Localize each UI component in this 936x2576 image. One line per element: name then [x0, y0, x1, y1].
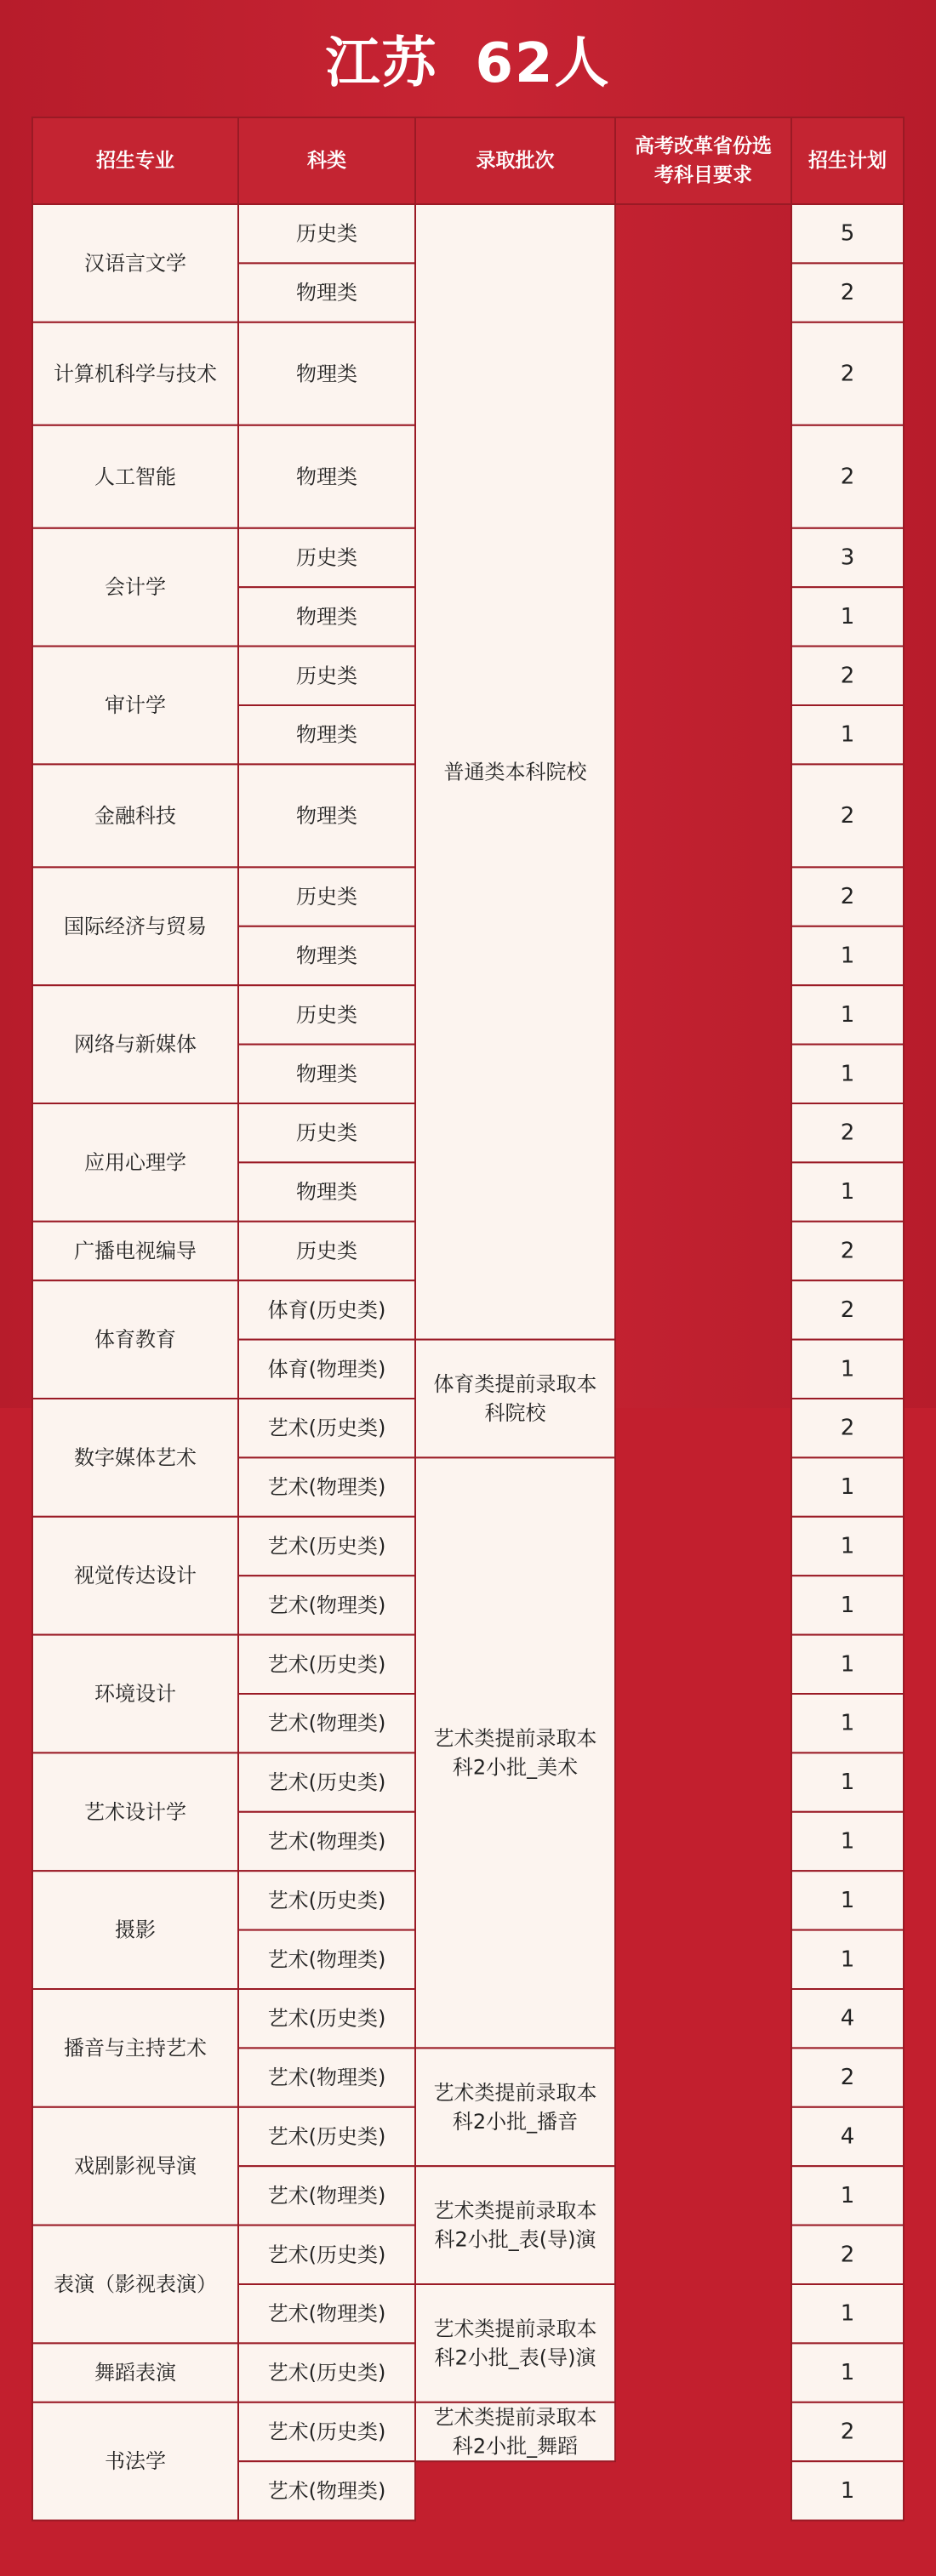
category-value: 物理类: [296, 281, 357, 305]
header-subject-req-line: 考科目要求: [654, 164, 752, 186]
category-value: 艺术(物理类): [267, 1711, 386, 1735]
category-value: 艺术(历史类): [267, 1416, 386, 1440]
plan-value: 1: [840, 1179, 855, 1205]
title-count: 62人: [475, 32, 611, 95]
major-name: 应用心理学: [84, 1150, 186, 1175]
category-value: 艺术(物理类): [267, 2478, 386, 2503]
plan-value: 1: [840, 1946, 855, 1973]
major-name: 书法学: [105, 2449, 166, 2474]
category-value: 物理类: [296, 1062, 357, 1086]
major-name: 广播电视编导: [74, 1239, 197, 1263]
major-name: 国际经济与贸易: [64, 914, 207, 938]
plan-value: 4: [840, 2123, 855, 2150]
category-value: 体育(历史类): [267, 1297, 386, 1322]
header-plan: 招生计划: [808, 150, 887, 172]
category-value: 艺术(物理类): [267, 1593, 386, 1617]
batch-value-line: 科2小批_表(导)演: [434, 2345, 596, 2370]
category-value: 历史类: [296, 1239, 357, 1263]
plan-value: 2: [840, 1415, 855, 1441]
plan-value: 2: [840, 2065, 855, 2091]
category-value: 物理类: [296, 464, 357, 489]
plan-value: 2: [840, 464, 855, 490]
category-value: 物理类: [296, 722, 357, 747]
batch-cell: [415, 2284, 615, 2402]
batch-value: [444, 760, 588, 784]
plan-value: 1: [840, 721, 855, 748]
major-name: 视觉传达设计: [74, 1564, 197, 1588]
header-cell: [615, 117, 791, 204]
major-name: 会计学: [105, 575, 166, 600]
batch-value-line: 普通类本科院校: [443, 760, 587, 784]
plan-value: 3: [840, 544, 855, 571]
category-value: 艺术(历史类): [267, 2006, 386, 2031]
category-value: 艺术(物理类): [267, 2301, 386, 2326]
major-name: 表演（影视表演）: [54, 2272, 217, 2296]
plan-value: 2: [840, 280, 855, 306]
plan-value: 2: [840, 2242, 855, 2268]
category-value: 艺术(物理类): [267, 1947, 386, 1972]
category-value: 物理类: [296, 803, 357, 828]
major-name: 人工智能: [94, 464, 176, 489]
category-value: 历史类: [296, 545, 357, 570]
batch-cell: [415, 2048, 615, 2166]
plan-value: 1: [840, 2300, 855, 2327]
batch-value-line: 科2小批_播音: [452, 2109, 579, 2134]
plan-value: 1: [840, 603, 855, 630]
batch-cell: [415, 1457, 615, 2048]
major-name: 网络与新媒体: [74, 1032, 197, 1057]
batch-value-line: 艺术类提前录取本: [433, 2317, 597, 2341]
plan-value: 1: [840, 2360, 855, 2386]
major-name: 计算机科学与技术: [54, 362, 217, 386]
category-value: 历史类: [296, 1120, 357, 1145]
major-name: 播音与主持艺术: [64, 2036, 207, 2060]
plan-value: 2: [840, 1297, 855, 1323]
category-value: 艺术(历史类): [267, 1888, 386, 1912]
category-value: 艺术(物理类): [267, 2183, 386, 2208]
category-value: 艺术(历史类): [267, 1652, 386, 1677]
plan-value: 1: [840, 1828, 855, 1855]
batch-value-line: 科院校: [484, 1401, 546, 1425]
batch-value-line: 艺术类提前录取本: [433, 1726, 597, 1751]
plan-value: 1: [840, 1356, 855, 1382]
category-value: 体育(物理类): [267, 1357, 386, 1382]
plan-value: 2: [840, 2419, 855, 2445]
plan-value: 1: [840, 1770, 855, 1796]
header-batch: 录取批次: [476, 150, 555, 172]
major-name: 舞蹈表演: [94, 2361, 176, 2385]
plan-value: 2: [840, 802, 855, 829]
major-name: 体育教育: [94, 1327, 176, 1352]
plan-value: 1: [840, 2477, 855, 2504]
plan-value: 1: [840, 1710, 855, 1736]
batch-value-line: 科2小批_舞蹈: [452, 2434, 579, 2459]
category-value: 物理类: [296, 943, 357, 968]
category-value: 艺术(历史类): [267, 2243, 386, 2267]
major-name: 艺术设计学: [84, 1799, 186, 1824]
category-value: 物理类: [296, 362, 357, 386]
category-value: 历史类: [296, 1002, 357, 1027]
major-name: 摄影: [115, 1918, 156, 1942]
batch-value-line: 科2小批_表(导)演: [434, 2227, 596, 2252]
category-value: 艺术(物理类): [267, 2066, 386, 2090]
category-value: 历史类: [296, 221, 357, 246]
batch-value-line: 艺术类提前录取本: [433, 2405, 597, 2430]
major-name: 环境设计: [94, 1682, 176, 1706]
batch-cell: [415, 1340, 615, 1458]
header-subject-req-line: 高考改革省份选: [635, 135, 772, 157]
batch-value-line: 艺术类提前录取本: [433, 2198, 597, 2223]
plan-value: 1: [840, 1887, 855, 1913]
major-name: 审计学: [105, 693, 166, 717]
plan-value: 5: [840, 220, 855, 247]
title-province: 江苏: [325, 32, 438, 95]
plan-value: 2: [840, 1120, 855, 1146]
plan-value: 1: [840, 1001, 855, 1028]
header-major: 招生专业: [96, 150, 174, 172]
plan-value: 2: [840, 1238, 855, 1264]
plan-value: 1: [840, 1592, 855, 1618]
plan-value: 1: [840, 1651, 855, 1678]
header-category: 科类: [307, 150, 346, 172]
plan-value: 2: [840, 884, 855, 910]
major-name: 汉语言文学: [84, 251, 186, 276]
major-name: 数字媒体艺术: [74, 1445, 197, 1470]
plan-value: 1: [840, 2182, 855, 2208]
category-value: 艺术(历史类): [267, 1770, 386, 1795]
plan-value: 1: [840, 943, 855, 969]
plan-value: 1: [840, 1474, 855, 1501]
category-value: 艺术(历史类): [267, 2419, 386, 2444]
batch-value-line: 体育类提前录取本: [433, 1372, 597, 1396]
plan-value: 2: [840, 663, 855, 689]
major-name: 金融科技: [94, 803, 176, 828]
category-value: 历史类: [296, 664, 357, 688]
batch-cell: [415, 2166, 615, 2284]
category-value: 艺术(历史类): [267, 2124, 386, 2149]
batch-value-line: 艺术类提前录取本: [433, 2080, 597, 2105]
category-value: 历史类: [296, 885, 357, 909]
category-value: 物理类: [296, 1180, 357, 1205]
category-value: 艺术(物理类): [267, 1829, 386, 1854]
category-value: 艺术(历史类): [267, 1534, 386, 1559]
plan-value: 2: [840, 361, 855, 387]
category-value: 物理类: [296, 604, 357, 629]
plan-value: 4: [840, 2005, 855, 2032]
plan-value: 1: [840, 1533, 855, 1559]
plan-value: 1: [840, 1061, 855, 1087]
major-name: 戏剧影视导演: [74, 2154, 197, 2179]
batch-value-line: 科2小批_美术: [452, 1755, 579, 1780]
category-value: 艺术(历史类): [267, 2361, 386, 2385]
category-value: 艺术(物理类): [267, 1475, 386, 1500]
